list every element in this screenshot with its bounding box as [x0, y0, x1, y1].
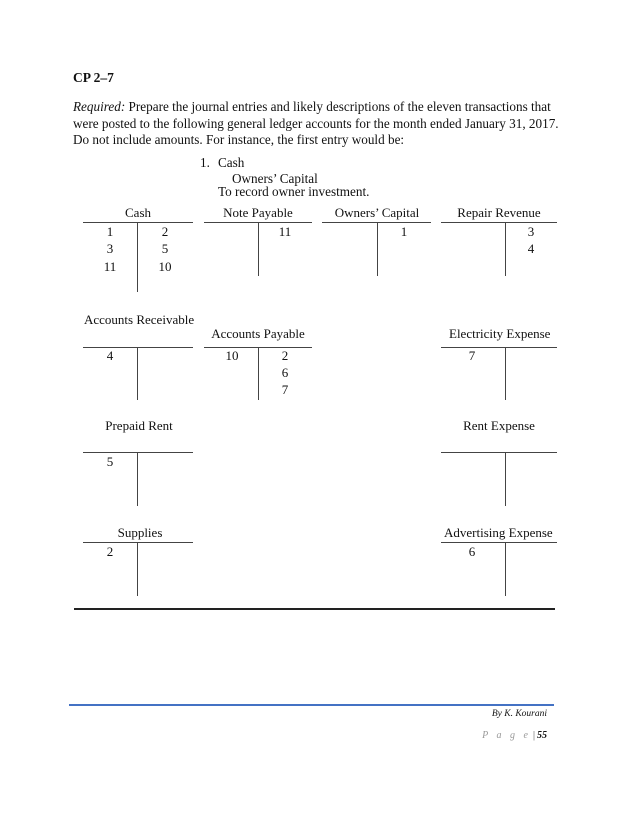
cash-debit: 1 — [106, 224, 114, 239]
account-name-rent-expense: Rent Expense — [463, 418, 535, 433]
example-debit: Cash — [218, 155, 245, 170]
account-name-advertising-expense: Advertising Expense — [444, 525, 553, 540]
account-name-note-payable: Note Payable — [223, 205, 293, 220]
account-name-accounts-payable: Accounts Payable — [211, 326, 305, 341]
account-name-owners-capital: Owners’ Capital — [334, 205, 420, 220]
cash-credit: 10 — [158, 259, 172, 274]
accounts-payable-debit: 10 — [225, 348, 239, 363]
account-name-prepaid-rent: Prepaid Rent — [105, 418, 173, 433]
cash-credit: 5 — [161, 241, 169, 256]
page-separator: | — [532, 730, 535, 741]
repair-revenue-credit: 4 — [527, 241, 535, 256]
account-name-electricity-expense: Electricity Expense — [449, 326, 551, 341]
supplies-debit: 2 — [106, 544, 114, 559]
account-name-supplies: Supplies — [117, 525, 163, 540]
owners-capital-credit: 1 — [400, 224, 408, 239]
note-payable-credit: 11 — [278, 224, 292, 239]
electricity-expense-debit: 7 — [468, 348, 476, 363]
page-number-block — [482, 730, 547, 741]
cash-debit: 3 — [106, 241, 114, 256]
accounts-payable-credit: 6 — [281, 365, 289, 380]
repair-revenue-credit: 3 — [527, 224, 535, 239]
required-text: Prepare the journal entries and likely descriptions of the eleven transactions that were posted to the following general ledger accounts for the month ended January 31, 2017. Do not include amounts. For instance, the first entry would be: — [73, 99, 559, 147]
advertising-expense-debit: 6 — [468, 544, 476, 559]
accounts-payable-credit: 7 — [281, 382, 289, 397]
accounts-receivable-debit: 4 — [106, 348, 114, 363]
example-description: To record owner investment. — [218, 184, 370, 199]
prepaid-rent-debit: 5 — [106, 454, 114, 469]
account-name-repair-revenue: Repair Revenue — [457, 205, 541, 220]
page-number: 55 — [537, 730, 547, 741]
footer-divider — [69, 704, 554, 706]
cash-credit: 2 — [161, 224, 169, 239]
exercise-title: CP 2–7 — [73, 70, 114, 85]
author-credit: By K. Kourani — [491, 709, 547, 719]
example-entry-number: 1. — [200, 155, 210, 170]
example-credit: Owners’ Capital — [232, 171, 318, 186]
required-label: Required: — [73, 99, 126, 114]
section-divider — [74, 608, 555, 610]
account-name-cash: Cash — [125, 205, 151, 220]
cash-debit: 11 — [103, 259, 117, 274]
accounts-payable-credit: 2 — [281, 348, 289, 363]
page-label: P a g e — [482, 730, 531, 741]
account-name-accounts-receivable: Accounts Receivable — [84, 312, 195, 327]
required-instructions — [73, 99, 563, 149]
